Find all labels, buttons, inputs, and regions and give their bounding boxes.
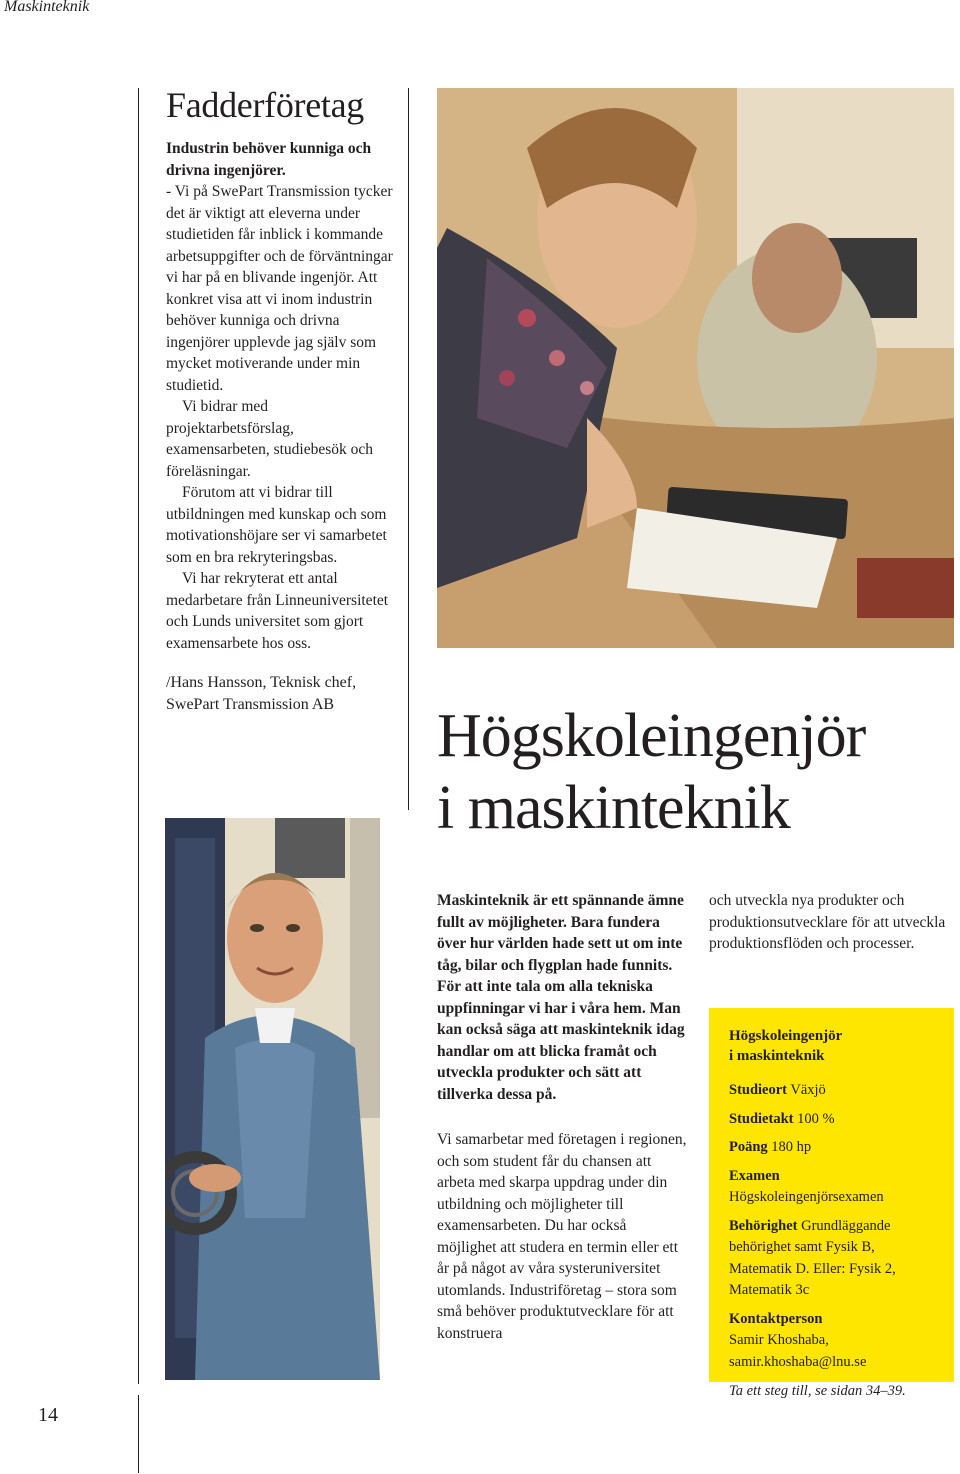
contact-label: Kontaktperson [729, 1310, 823, 1327]
sidebar-paragraph: Vi bidrar med projektarbetsförslag, examensarbeten, studiebesök och föreläsningar. [166, 398, 374, 480]
fact-label: Behörighet [729, 1217, 798, 1234]
page-number-rule [138, 1395, 139, 1473]
signature-company: SwePart Transmission AB [166, 696, 335, 713]
body-column-2 [709, 890, 954, 955]
fact-value: 180 hp [767, 1139, 812, 1155]
intro-bold-text: Maskinteknik är ett spännande ämne fullt av möjligheter. Bara fundera över hur världen hade sett ut om inte tåg, bilar och flygplan hade funnits. För att inte tala om alla tekniska uppfinningar vi har i våra hem. Man kan också säga att maskinteknik idag handlar om att blicka framåt och utveckla produkter och sätt att tillverka dessa på. [437, 892, 685, 1103]
fact-row-poang [729, 1137, 936, 1159]
sidebar-paragraph: Vi har rekryterat ett antal medarbetare från Linneuniversitetet och Lunds universitet som gjort examensarbete hos oss. [166, 570, 389, 652]
cta-text: Ta ett steg till, se sidan 34–39. [729, 1383, 906, 1399]
fact-value: Högskoleingenjörsexamen [729, 1189, 884, 1205]
facts-title-line1: Högskoleingenjör [729, 1028, 843, 1044]
body-text-col1: Vi samarbetar med företagen i regionen, och som student får du chansen att arbeta med skarpa uppdrag under din utbildning och möjligheter till examensarbeten. Du har också möjlighet att studera en termin eller ett år på något av våra systeruniversitet utomlands. Industriföretag – stora som små behöver produktutvecklare för att konstruera [437, 1131, 687, 1342]
body-text-col2: och utveckla nya produkter och produktionsutvecklare för att utveckla produktionsflöden och processer. [709, 892, 946, 952]
portrait-photo [165, 818, 380, 1380]
signature-name: /Hans Hansson, Teknisk chef, [166, 674, 357, 691]
fact-label: Studieort [729, 1082, 787, 1098]
fact-value: 100 % [793, 1110, 835, 1127]
fact-label: Studietakt [729, 1110, 794, 1127]
contact-email[interactable]: samir.khoshaba@lnu.se [729, 1353, 867, 1370]
running-header: Maskinteknik [4, 0, 90, 15]
page-title-line1: Högskoleingenjör [437, 702, 866, 770]
fact-label: Poäng [729, 1139, 768, 1155]
fact-value: Växjö [787, 1082, 826, 1098]
contact-name: Samir Khoshaba, [729, 1332, 829, 1348]
left-margin-rule [138, 88, 139, 1384]
fact-value: Grundläggande behörighet samt Fysik B, Matematik D. Eller: Fysik 2, Matematik 3c [729, 1217, 896, 1298]
sidebar-paragraph: - Vi på SwePart Transmission tycker det är viktigt att eleverna under studietiden får inblick i kommande arbetsuppgifter och de förväntningar vi har på en blivande ingenjör. Att konkret visa att vi inom industrin behöver kunniga och drivna ingenjörer upplevde jag själv som mycket motiverande under min studietid. [166, 183, 393, 394]
sidebar-text [166, 138, 396, 716]
page-title [437, 700, 865, 844]
body-column-1 [437, 890, 687, 1344]
sidebar-title: Fadderföretag [166, 85, 365, 125]
page-title-line2: i maskinteknik [437, 774, 790, 842]
program-facts-box [709, 1008, 954, 1399]
page-number: 14 [38, 1404, 58, 1426]
fact-row-behorighet [729, 1216, 936, 1302]
fact-row-studieort [729, 1080, 936, 1102]
column-divider-rule [408, 88, 409, 810]
fact-row-examen [729, 1166, 936, 1209]
facts-title-line2: i maskinteknik [729, 1048, 825, 1064]
fact-label: Examen [729, 1167, 780, 1184]
sidebar-lead: Industrin behöver kunniga och drivna ingenjörer. [166, 140, 372, 179]
signature [166, 672, 396, 716]
contact-block [729, 1309, 936, 1374]
facts-title [729, 1026, 936, 1066]
classroom-photo [437, 88, 954, 648]
fact-row-studietakt [729, 1109, 936, 1131]
sidebar-paragraph: Förutom att vi bidrar till utbildningen med kunskap och som motivationshöjare ser vi samarbetet som en bra rekryteringsbas. [166, 484, 387, 566]
